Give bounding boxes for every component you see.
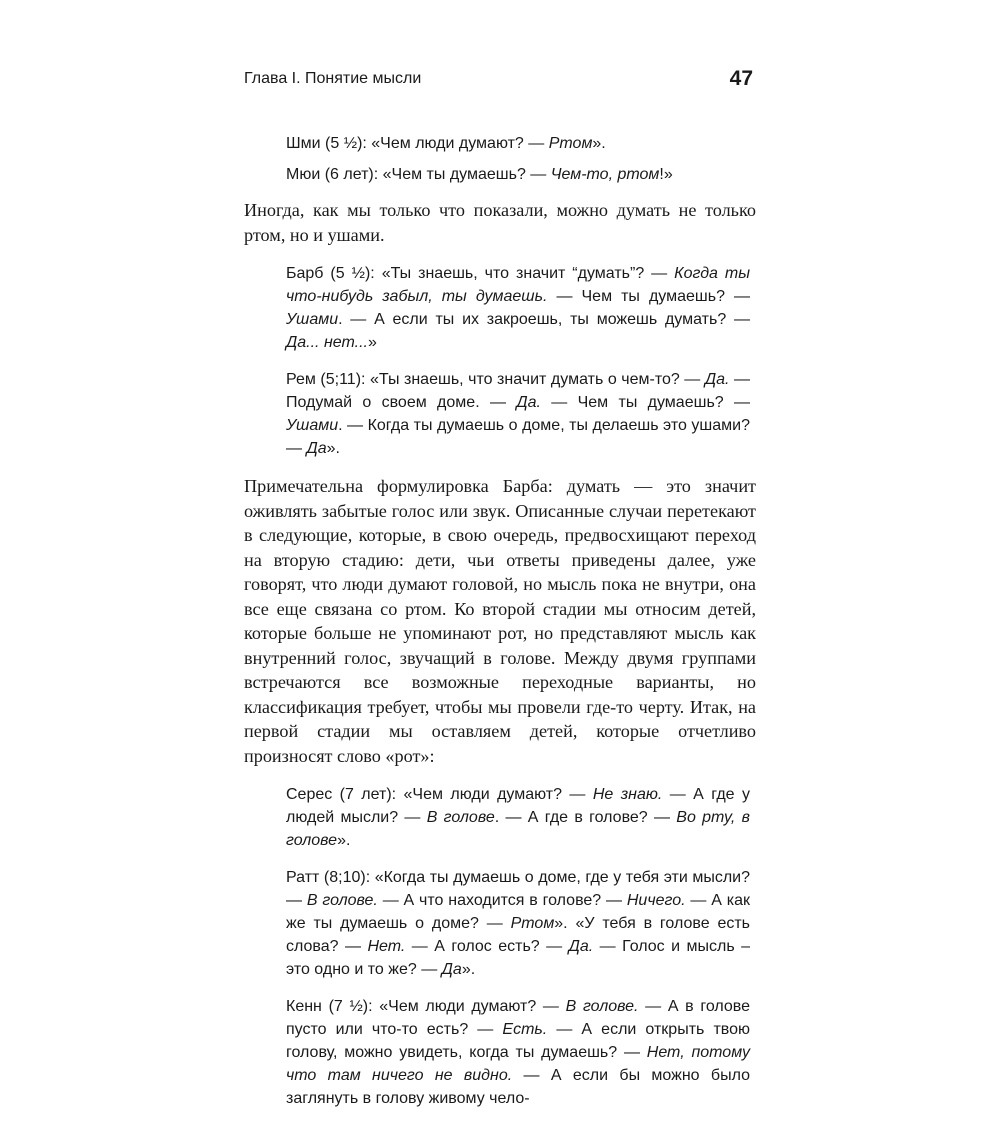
italic-answer: Да (306, 440, 327, 457)
italic-answer: В голове. (565, 998, 639, 1015)
italic-answer: Нет. (367, 938, 406, 955)
text-run: Серес (7 лет): «Чем люди думают? — (286, 786, 593, 803)
text-run: Мюи (6 лет): «Чем ты думаешь? — (286, 166, 551, 183)
text-run: Иногда, как мы только что показали, можно думать не только ртом, но и ушами. (244, 200, 756, 245)
text-run: ». (461, 961, 476, 978)
paragraph-barb-formulation (244, 474, 756, 768)
quote-rem (286, 368, 756, 460)
italic-answer: Не знаю. (592, 786, 663, 803)
text-run: Ратт (8;10): «Когда ты думаешь о доме, где у тебя эти мысли? — (286, 869, 750, 909)
quote-kenn (286, 995, 756, 1110)
text-run: » (367, 334, 377, 351)
quote-barb (286, 262, 756, 354)
text-run: . — А если ты их закроешь, ты можешь думать? — (338, 311, 750, 328)
text-run: ». (326, 440, 340, 457)
italic-answer: Ушами (286, 417, 339, 434)
italic-answer: Есть. (502, 1021, 548, 1038)
quote-ratt (286, 866, 756, 981)
page-body (244, 132, 756, 1124)
italic-answer: Во рту, в голове (286, 809, 751, 849)
italic-answer: Да. (516, 394, 541, 411)
text-run: — Голос и мысль – это одно и то же? — (286, 938, 751, 978)
italic-answer: В голове. (306, 892, 378, 909)
italic-answer: Да. (704, 371, 730, 388)
text-run: — Чем ты думаешь? — (540, 394, 751, 411)
italic-answer: Когда ты что-нибудь забыл, ты думаешь. (286, 265, 751, 305)
text-run: Кенн (7 ½): «Чем люди думают? — (286, 998, 566, 1015)
text-run: — А в голове пусто или что-то есть? — (286, 998, 751, 1038)
text-run: — А что находится в голове? — (377, 892, 627, 909)
quote-seres (286, 783, 756, 852)
text-run: — А как же ты думаешь о доме? — (286, 892, 750, 932)
text-run: — А если бы можно было заглянуть в голову живому чело- (286, 1067, 750, 1107)
text-run: — А если открыть твою голову, можно увидеть, когда ты думаешь? — (286, 1021, 751, 1061)
italic-answer: Ушами (286, 311, 339, 328)
text-run: Барб (5 ½): «Ты знаешь, что значит “думать”? — (286, 265, 675, 282)
text-run: !» (659, 166, 673, 183)
page-number: 47 (729, 67, 753, 90)
text-run: ». (337, 832, 351, 849)
quote-shmi (286, 132, 756, 155)
italic-answer: Чем-то, ртом (550, 166, 660, 183)
text-run: ». «У тебя в голове есть слова? — (286, 915, 751, 955)
text-run: Шми (5 ½): «Чем люди думают? — (286, 135, 549, 152)
text-run: . — А где в голове? — (494, 809, 677, 826)
quote-myui (286, 163, 756, 186)
italic-answer: Ничего. (626, 892, 686, 909)
text-run: ». (592, 135, 606, 152)
text-run: — Подумай о своем доме. — (286, 371, 750, 411)
italic-answer: Нет, потому что там ничего не видно. (286, 1044, 750, 1084)
text-run: — Чем ты думаешь? — (547, 288, 751, 305)
italic-answer: Ртом (548, 135, 593, 152)
italic-answer: Ртом (510, 915, 555, 932)
text-run: Примечательна формулировка Барба: думать — это значит оживлять забытые голос или звук. Описанные случаи перетекают в следующие, которые, в свою очередь, предвосхищают переход на вторую стадию: дети, чьи ответы приведены далее, уже говорят, что люди думают головой, но мысль пока не внутри, она все еще связана со ртом. Ко второй стадии мы относим детей, которые больше не упоминают рот, но представляют мысль как внутренний голос, звучащий в голове. Между двумя группами встречаются все возможные переходные варианты, но классификация требует, чтобы мы провели где-то черту. Итак, на первой стадии мы оставляем детей, которые отчетливо произносят слово «рот»: (244, 476, 756, 766)
text-run: — А где у людей мысли? — (286, 786, 750, 826)
paragraph-ears (244, 198, 756, 247)
text-run: — А голос есть? — (405, 938, 569, 955)
italic-answer: Да (441, 961, 462, 978)
running-title: Глава I. Понятие мысли (244, 70, 422, 87)
text-run: Рем (5;11): «Ты знаешь, что значит думать о чем-то? — (286, 371, 705, 388)
text-run: . — Когда ты думаешь о доме, ты делаешь это ушами? — (286, 417, 750, 457)
italic-answer: В голове (426, 809, 495, 826)
italic-answer: Да... нет... (286, 334, 368, 351)
italic-answer: Да. (568, 938, 594, 955)
